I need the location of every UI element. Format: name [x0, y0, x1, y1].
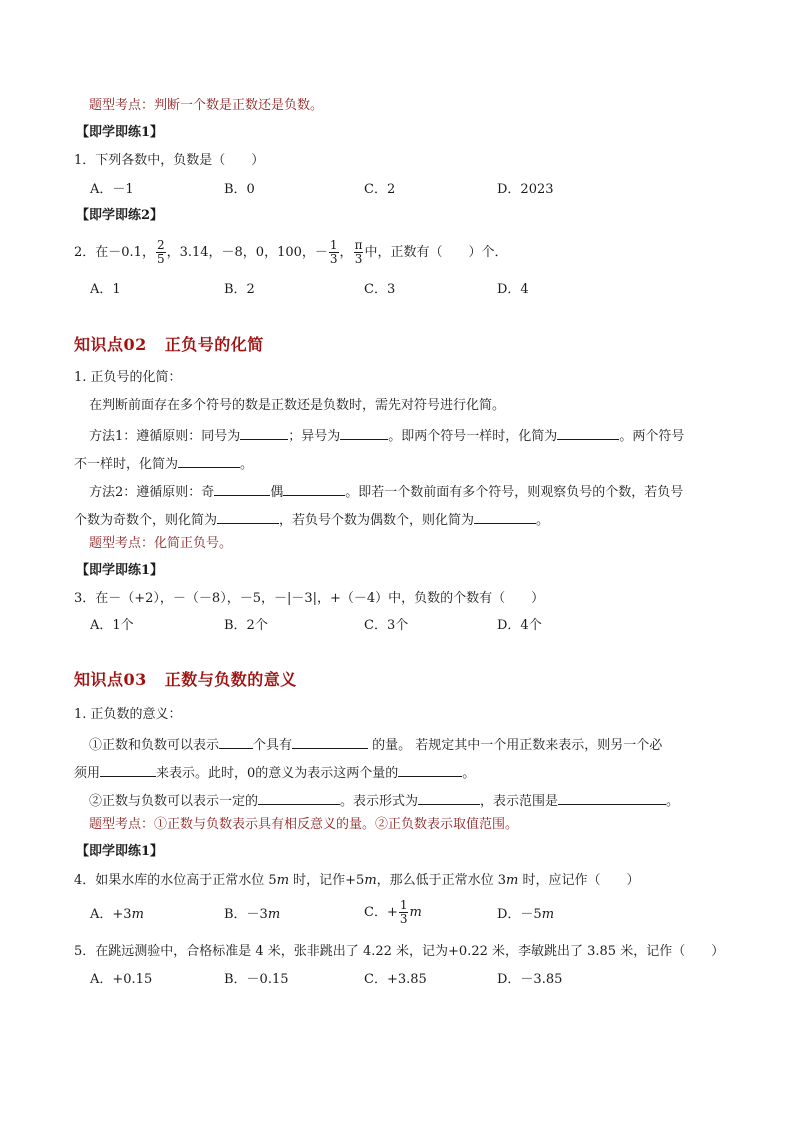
method-1: 方法1：遵循原则：同号为 ；异号为 。即两个符号一样时，化简为 。两个符号: [89, 425, 684, 446]
fraction: $\frac{2}{5}$: [156, 238, 165, 266]
q1-option-c[interactable]: C．2: [364, 182, 396, 197]
method-2-cont: 个数为奇数个，则化简为 ，若负号个数为偶数个，则化简为 。: [74, 509, 549, 530]
tip-line: 题型考点：化简正负号。: [89, 536, 233, 551]
body-text: 1. 正负号的化简：: [74, 370, 182, 385]
q2-option-c[interactable]: C．3: [364, 282, 396, 297]
meaning-1-cont: 须用 来表示。此时，0的意义为表示这两个量的 。: [74, 762, 475, 783]
q3-option-c[interactable]: C．3个: [364, 618, 409, 633]
section-heading: 知识点03 正数与负数的意义: [74, 670, 297, 689]
body-text: 1. 正负数的意义：: [74, 707, 182, 722]
body-text: 在判断前面存在多个符号的数是正数还是负数时，需先对符号进行化简。: [89, 398, 506, 413]
fraction: $\frac{\pi}{3}$: [354, 238, 363, 266]
q4-option-b[interactable]: B．－3m: [224, 907, 281, 922]
q3-option-d[interactable]: D．4个: [497, 618, 542, 633]
q2-option-d[interactable]: D．4: [497, 282, 529, 297]
fraction: $\frac{1}{3}$: [329, 238, 338, 266]
q2-option-b[interactable]: B．2: [224, 282, 255, 297]
q4-option-d[interactable]: D．－5m: [497, 907, 555, 922]
q5-option-b[interactable]: B．－0.15: [224, 972, 289, 987]
question-1: 1．下列各数中，负数是（ ）: [74, 153, 265, 168]
drill-heading: 【即学即练1】: [76, 563, 164, 578]
q1-option-a[interactable]: A．－1: [90, 182, 134, 197]
q2-option-a[interactable]: A．1: [90, 282, 121, 297]
question-5: 5．在跳远测验中，合格标准是 4 米，张非跳出了 4.22 米，记为+0.22 米，李敏跳出了 3.85 米，记作（ ）: [74, 944, 725, 959]
question-2: 2．在－0.1， $\frac{2}{5}$ ，3.14，－8，0，100，－ $\frac{1}{3}$ ， $\frac{\pi}{3}$ 中，正数有（ ）个．: [74, 238, 508, 266]
tip-line: 题型考点：判断一个数是正数还是负数。: [89, 98, 324, 113]
drill-heading: 【即学即练2】: [76, 208, 164, 223]
drill-heading: 【即学即练1】: [76, 125, 164, 140]
method-1-cont: 不一样时，化简为 。: [74, 453, 253, 474]
q5-option-c[interactable]: C．+3.85: [364, 972, 427, 987]
section-heading: 知识点02 正负号的化简: [74, 335, 264, 354]
meaning-1: ①正数和负数可以表示 个具有 的量。 若规定其中一个用正数来表示，则另一个必: [89, 734, 662, 755]
drill-heading: 【即学即练1】: [76, 844, 164, 859]
q5-option-a[interactable]: A．+0.15: [90, 972, 153, 987]
q3-option-b[interactable]: B．2个: [224, 618, 268, 633]
q4-option-c[interactable]: C．+ $\frac{1}{3}$ m: [364, 898, 422, 926]
q3-option-a[interactable]: A．1个: [90, 618, 134, 633]
q1-option-b[interactable]: B．0: [224, 182, 255, 197]
q5-option-d[interactable]: D．－3.85: [497, 972, 563, 987]
tip-line: 题型考点：①正数与负数表示具有相反意义的量。②正负数表示取值范围。: [89, 817, 519, 832]
question-3: 3．在－（+2），－（－8），－5，－|－3|，+（－4）中，负数的个数有（ ）: [74, 591, 545, 606]
method-2: 方法2：遵循原则：奇 偶 。即若一个数前面有多个符号，则观察负号的个数，若负号: [89, 481, 683, 502]
q1-option-d[interactable]: D．2023: [497, 182, 554, 197]
fraction: $\frac{1}{3}$: [399, 898, 408, 926]
meaning-2: ②正数与负数可以表示一定的 。表示形式为 ，表示范围是 。: [89, 790, 679, 811]
q4-option-a[interactable]: A．+3m: [90, 907, 144, 922]
question-4: 4．如果水库的水位高于正常水位 5m 时，记作+5m，那么低于正常水位 3m 时，应记作（ ）: [74, 873, 640, 888]
